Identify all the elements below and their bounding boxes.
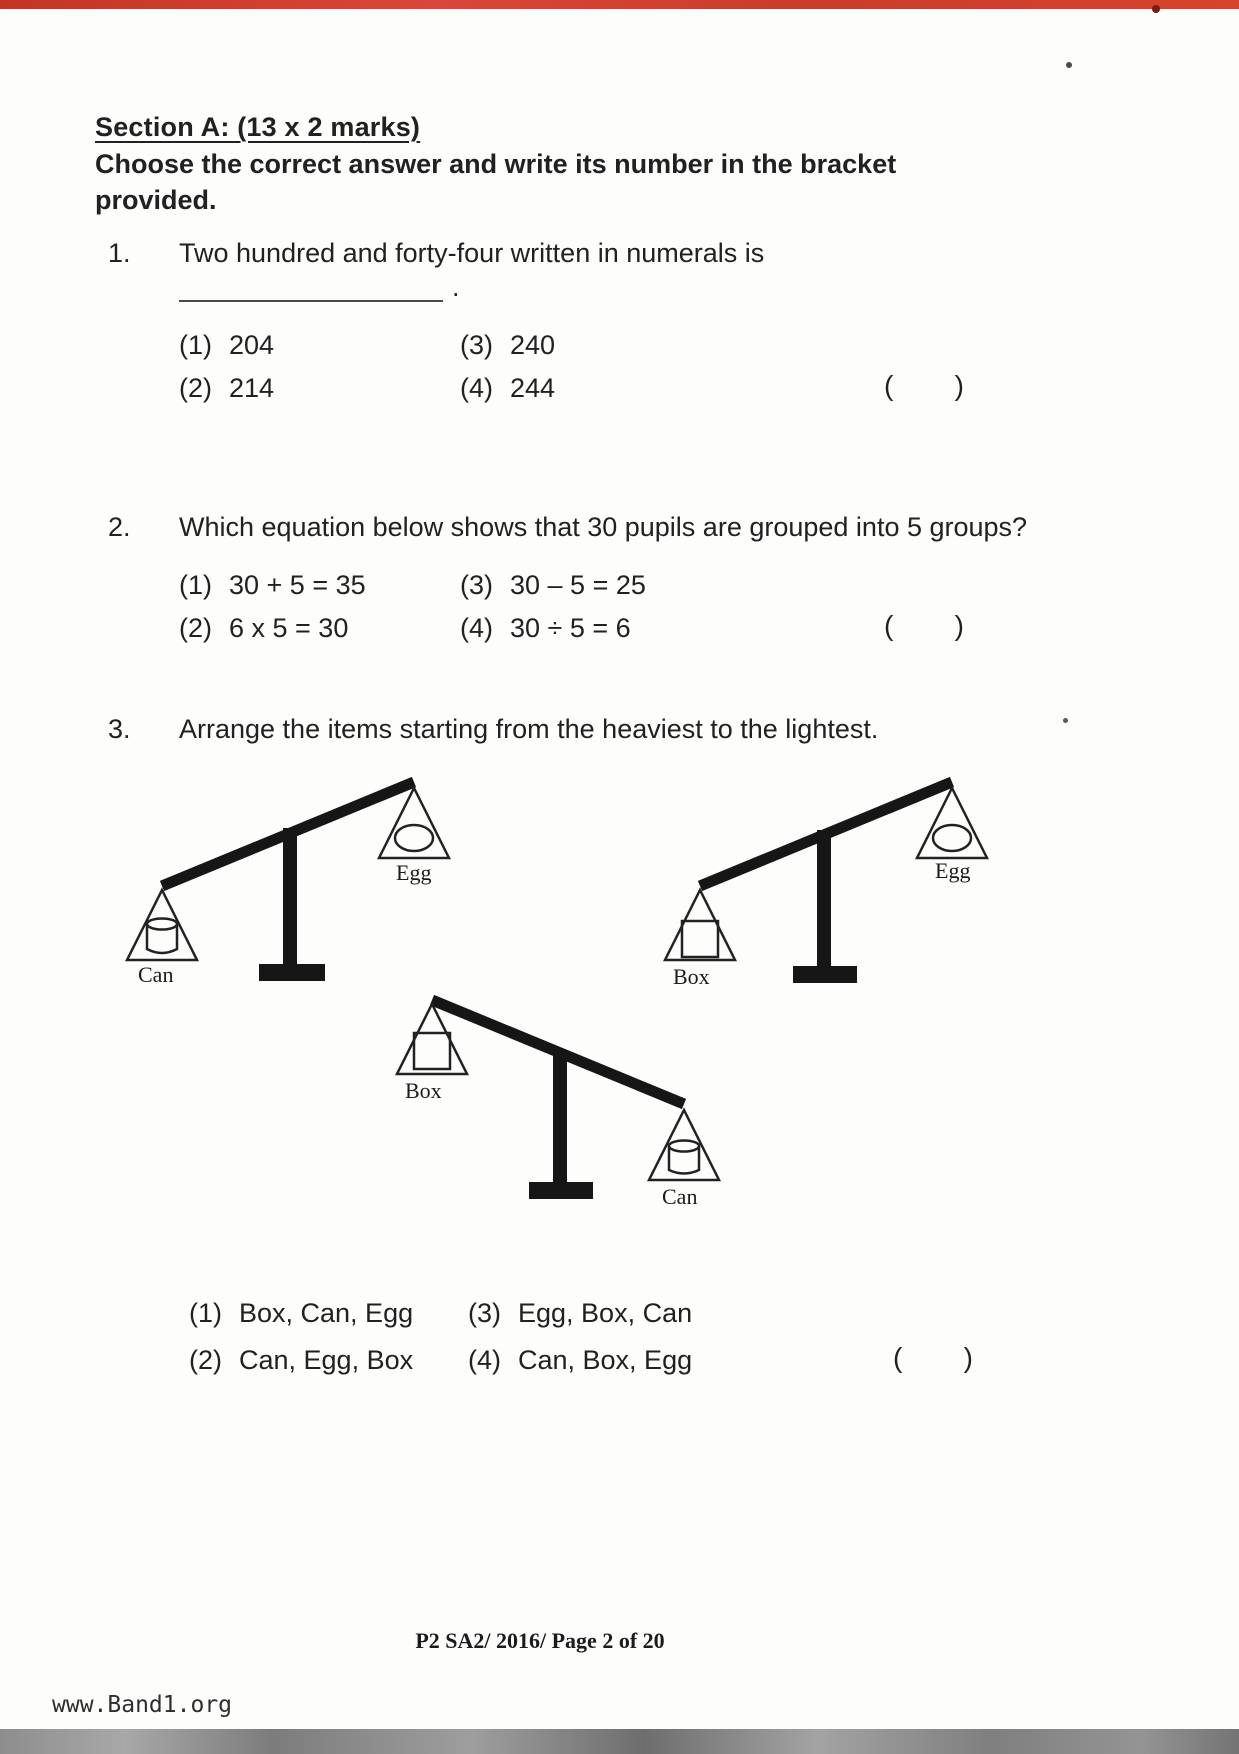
q3-option-3 (468, 1298, 692, 1329)
q1-blank-period: . (452, 272, 460, 302)
bracket-close: ) (954, 370, 964, 401)
fulcrum-base (529, 1182, 593, 1199)
instruction-line-1: Choose the correct answer and write its number in the bracket (95, 149, 897, 179)
option-label: (3) (460, 330, 493, 360)
option-label: (2) (189, 1345, 222, 1375)
option-label: (3) (460, 570, 493, 600)
fulcrum-post (553, 1052, 567, 1184)
scale3-left-label: Box (405, 1078, 442, 1103)
option-value: Egg, Box, Can (518, 1298, 693, 1328)
option-label: (2) (179, 613, 212, 643)
fulcrum-base (793, 966, 857, 983)
scale1-left-label: Can (138, 962, 174, 987)
q3-option-2 (189, 1345, 413, 1376)
q1-number: 1. (108, 238, 131, 268)
q1-option-4 (460, 373, 555, 404)
q3-option-4 (468, 1345, 692, 1376)
scale3-right-label: Can (662, 1184, 698, 1209)
right-pan-triangle (917, 788, 987, 858)
q1-option-1 (179, 330, 274, 361)
q1-option-3 (460, 330, 555, 361)
option-value: 240 (510, 330, 556, 360)
option-value: 30 – 5 = 25 (510, 570, 646, 600)
right-pan-triangle (649, 1110, 719, 1180)
scan-speck (1063, 718, 1068, 723)
q1-answer-blank (179, 266, 443, 302)
option-value: 6 x 5 = 30 (229, 613, 349, 643)
can-icon (147, 919, 177, 954)
option-label: (4) (460, 373, 493, 403)
option-label: (3) (468, 1298, 501, 1328)
fulcrum-post (817, 830, 831, 968)
bracket-open: ( (884, 610, 894, 641)
bracket-close: ) (963, 1342, 973, 1373)
fulcrum-base (259, 964, 325, 981)
section-heading: Section A: (13 x 2 marks) (95, 112, 421, 142)
page-footer: P2 SA2/ 2016/ Page 2 of 20 (415, 1628, 665, 1653)
q1-answer-bracket (884, 370, 964, 402)
option-value: Can, Box, Egg (518, 1345, 693, 1375)
instruction-line-2: provided. (95, 185, 217, 215)
right-pan-triangle (379, 788, 449, 858)
option-value: 30 + 5 = 35 (229, 570, 366, 600)
q3-text: Arrange the items starting from the heaviest to the lightest. (179, 714, 879, 744)
option-value: 214 (229, 373, 275, 403)
q3-number: 3. (108, 714, 131, 744)
scale2-left-label: Box (673, 964, 710, 989)
q2-option-1 (179, 570, 366, 601)
option-label: (4) (468, 1345, 501, 1375)
option-label: (1) (179, 330, 212, 360)
balance-scale-1 (127, 782, 449, 987)
scale1-right-label: Egg (396, 860, 432, 885)
q3-option-1 (189, 1298, 413, 1329)
q2-option-3 (460, 570, 646, 601)
scan-speck (1066, 62, 1072, 68)
q2-answer-bracket (884, 610, 964, 642)
question3-diagrams (100, 766, 1140, 1218)
q2-option-2 (179, 613, 348, 644)
option-label: (2) (179, 373, 212, 403)
balance-scale-2 (665, 782, 987, 989)
balance-scale-3 (397, 1000, 719, 1209)
option-value: Can, Egg, Box (239, 1345, 414, 1375)
q2-number: 2. (108, 512, 131, 542)
scan-edge-bottom-bar (0, 1729, 1239, 1754)
q1-text: Two hundred and forty-four written in numerals is (179, 238, 765, 268)
egg-icon (933, 825, 971, 851)
option-label: (1) (189, 1298, 222, 1328)
fulcrum-post (283, 828, 297, 968)
option-label: (4) (460, 613, 493, 643)
egg-icon (395, 825, 433, 851)
box-icon (682, 921, 718, 957)
q1-option-2 (179, 373, 274, 404)
watermark: www.Band1.org (52, 1692, 233, 1718)
option-value: Box, Can, Egg (239, 1298, 414, 1328)
bracket-open: ( (884, 370, 894, 401)
left-pan-triangle (665, 890, 735, 960)
q3-answer-bracket (893, 1342, 973, 1374)
scan-speck (1152, 5, 1160, 13)
q2-text: Which equation below shows that 30 pupils are grouped into 5 groups? (179, 512, 1028, 542)
bracket-close: ) (954, 610, 964, 641)
option-value: 204 (229, 330, 275, 360)
option-label: (1) (179, 570, 212, 600)
left-pan-triangle (127, 890, 197, 960)
scan-edge-top-bar (0, 0, 1239, 9)
option-value: 30 ÷ 5 = 6 (510, 613, 631, 643)
q2-option-4 (460, 613, 631, 644)
box-icon (414, 1033, 450, 1069)
option-value: 244 (510, 373, 556, 403)
can-icon (669, 1141, 699, 1174)
bracket-open: ( (893, 1342, 903, 1373)
scale2-right-label: Egg (935, 858, 971, 883)
